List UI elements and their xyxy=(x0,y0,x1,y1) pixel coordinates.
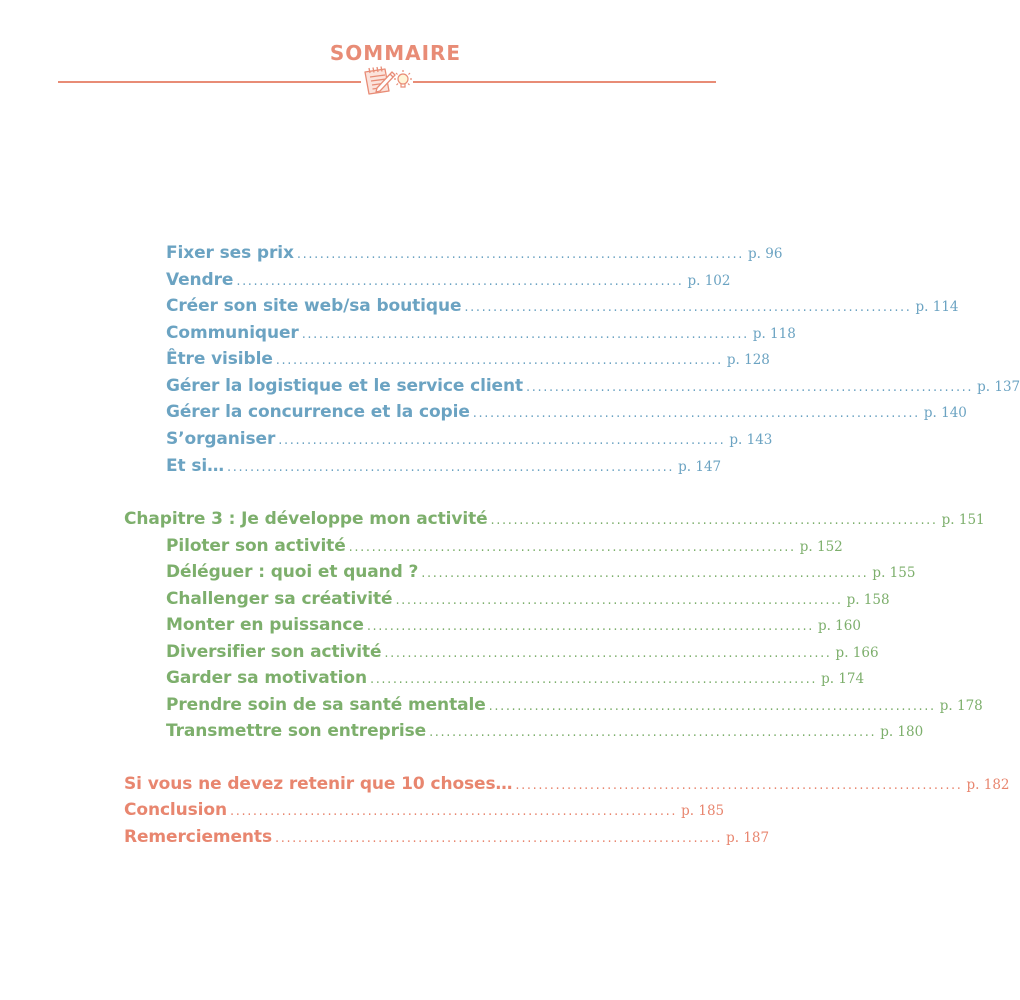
toc-chapter-title: Conclusion xyxy=(124,800,227,820)
toc-entry-page: p. 96 xyxy=(748,246,783,262)
toc-entry-title: Piloter son activité xyxy=(166,536,346,556)
toc-dot-leader: .............................................................................. xyxy=(429,725,877,740)
toc-entry-title: S’organiser xyxy=(166,429,276,449)
toc-entry-page: p. 178 xyxy=(939,698,983,714)
toc-entry-page: p. 102 xyxy=(687,273,731,289)
toc-entry-page: p. 160 xyxy=(817,618,861,634)
toc-dot-leader: .............................................................................. xyxy=(274,831,723,846)
toc-dot-leader: .............................................................................. xyxy=(369,672,818,687)
toc-chapter-title: Si vous ne devez retenir que 10 choses… xyxy=(124,774,513,794)
toc-entry-title: Vendre xyxy=(166,270,234,290)
toc-entry[interactable] xyxy=(166,562,916,586)
toc-entry[interactable] xyxy=(166,536,843,560)
toc-entry[interactable] xyxy=(166,323,796,347)
toc-entry[interactable] xyxy=(166,402,967,426)
notepad-pencil-lightbulb-icon xyxy=(361,66,413,96)
toc-entry[interactable] xyxy=(166,243,783,267)
toc-entry-title: Déléguer : quoi et quand ? xyxy=(166,562,419,582)
toc-chapter-entry[interactable] xyxy=(124,827,770,851)
toc-entry-title: Gérer la logistique et le service client xyxy=(166,376,524,396)
toc-entry-page: p. 114 xyxy=(915,299,959,315)
toc-entry-title: Garder sa motivation xyxy=(166,668,367,688)
toc-entry[interactable] xyxy=(166,376,1020,400)
toc-entry[interactable] xyxy=(166,349,770,373)
toc-entry[interactable] xyxy=(166,668,865,692)
toc-entry-title: Créer son site web/sa boutique xyxy=(166,296,462,316)
toc-entry-page: p. 147 xyxy=(678,459,722,475)
toc-entry[interactable] xyxy=(166,721,924,745)
toc-dot-leader: .............................................................................. xyxy=(278,433,726,448)
toc-entry[interactable] xyxy=(166,429,773,453)
toc-chapter-title: Chapitre 3 : Je développe mon activité xyxy=(124,509,488,529)
toc-entry-title: Monter en puissance xyxy=(166,615,364,635)
toc-entry-page: p. 180 xyxy=(880,724,924,740)
toc-dot-leader: .............................................................................. xyxy=(366,619,814,634)
header-rule-left xyxy=(58,81,361,83)
toc-entry[interactable] xyxy=(166,456,722,480)
toc-entry-title: Gérer la concurrence et la copie xyxy=(166,402,470,422)
toc-entry-page: p. 155 xyxy=(872,565,916,581)
toc-dot-leader: .............................................................................. xyxy=(395,593,843,608)
toc-entry-page: p. 140 xyxy=(923,405,967,421)
toc-dot-leader: .............................................................................. xyxy=(236,274,684,289)
header-rule-right xyxy=(413,81,716,83)
toc-dot-leader: .............................................................................. xyxy=(227,460,675,475)
toc-entry-page: p. 185 xyxy=(681,803,725,819)
toc-entry-title: Challenger sa créativité xyxy=(166,589,393,609)
toc-entry-page: p. 118 xyxy=(752,326,796,342)
toc-entry-page: p. 152 xyxy=(799,539,843,555)
toc-dot-leader: .............................................................................. xyxy=(515,778,963,793)
toc-chapter-entry[interactable] xyxy=(124,774,1010,798)
toc-entry-title: Transmettre son entreprise xyxy=(166,721,427,741)
toc-entry-page: p. 137 xyxy=(977,379,1020,395)
toc-entry-page: p. 166 xyxy=(835,645,879,661)
toc-chapter-entry[interactable] xyxy=(124,509,985,533)
toc-dot-leader: .............................................................................. xyxy=(384,646,832,661)
toc-dot-leader: .............................................................................. xyxy=(348,540,796,555)
toc-dot-leader: .............................................................................. xyxy=(230,804,678,819)
toc-dot-leader: .............................................................................. xyxy=(472,406,920,421)
toc-dot-leader: .............................................................................. xyxy=(488,699,936,714)
toc-dot-leader: .............................................................................. xyxy=(490,513,938,528)
toc-dot-leader: .............................................................................. xyxy=(275,353,723,368)
toc-dot-leader: .............................................................................. xyxy=(296,247,744,262)
toc-entry-page: p. 143 xyxy=(729,432,773,448)
toc-entry-page: p. 182 xyxy=(966,777,1010,793)
toc-entry-page: p. 158 xyxy=(846,592,890,608)
toc-entry-title: Être visible xyxy=(166,349,273,369)
toc-entry-title: Et si… xyxy=(166,456,225,476)
toc-chapter-title: Remerciements xyxy=(124,827,272,847)
toc-dot-leader: .............................................................................. xyxy=(526,380,974,395)
toc-entry-page: p. 128 xyxy=(726,352,770,368)
toc-entry-page: p. 187 xyxy=(726,830,770,846)
toc-entry-title: Prendre soin de sa santé mentale xyxy=(166,695,486,715)
toc-chapter-entry[interactable] xyxy=(124,800,725,824)
toc-entry[interactable] xyxy=(166,695,983,719)
toc-dot-leader: .............................................................................. xyxy=(421,566,869,581)
page-header xyxy=(0,0,791,110)
toc-entry-title: Diversifier son activité xyxy=(166,642,382,662)
page-title: SOMMAIRE xyxy=(329,41,462,65)
toc-entry-page: p. 151 xyxy=(941,512,985,528)
toc-entry[interactable] xyxy=(166,589,890,613)
toc-entry[interactable] xyxy=(166,296,959,320)
toc-entry[interactable] xyxy=(166,642,879,666)
toc-entry-title: Fixer ses prix xyxy=(166,243,294,263)
toc-entry-title: Communiquer xyxy=(166,323,299,343)
toc-dot-leader: .............................................................................. xyxy=(301,327,749,342)
toc-entry[interactable] xyxy=(166,615,861,639)
toc-dot-leader: .............................................................................. xyxy=(464,300,912,315)
toc-entry[interactable] xyxy=(166,270,731,294)
toc-entry-page: p. 174 xyxy=(821,671,865,687)
